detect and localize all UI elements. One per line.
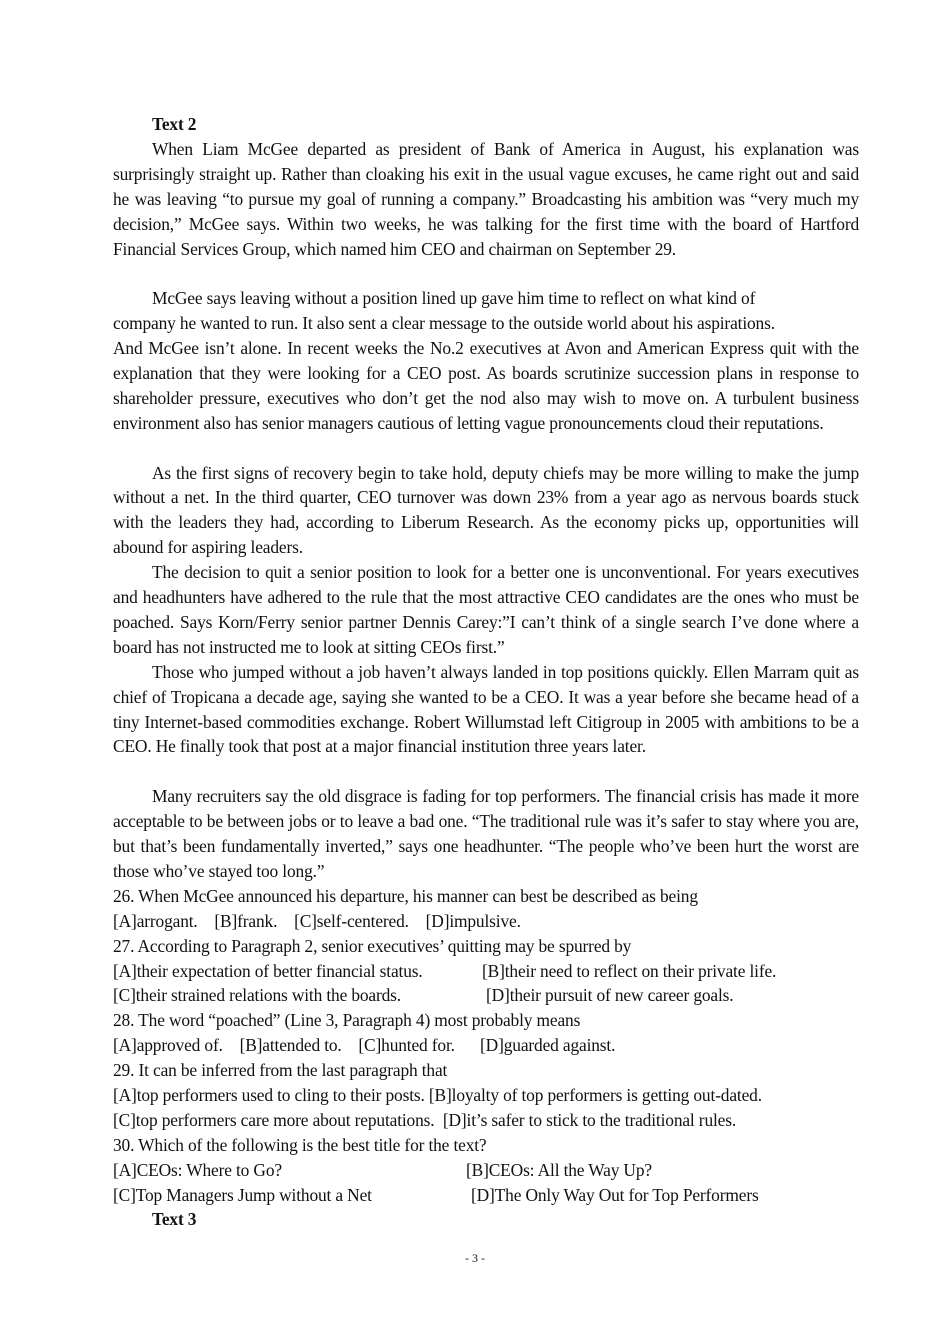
question-27 [113,934,859,1009]
option-b: [B]CEOs: All the Way Up? [466,1159,652,1180]
paragraph-2 [113,286,859,460]
paragraph-2-line-1: McGee says leaving without a position lined up gave him time to reflect on what kind of [152,288,756,309]
page-number: - 3 - [465,1251,485,1265]
next-section-title: Text 3 [152,1209,197,1230]
question-stem: 26. When McGee announced his departure, his manner can best be described as being [113,885,698,906]
option-d: [D]their pursuit of new career goals. [486,985,734,1006]
paragraph-3: As the first signs of recovery begin to take hold, deputy chiefs may be more willing to make the jump without a net. In the third quarter, CEO turnover was down 23% from a year ago as nervous boards stuck with the leaders they had, according to Liberum Research. As the economy picks up, opportunities will abound for aspiring leaders. [113,462,859,558]
question-stem: 28. The word “poached” (Line 3, Paragraph 4) most probably means [113,1010,581,1031]
question-29 [113,1058,859,1133]
option-b: [B]their need to reflect on their private life. [482,960,777,981]
option-d: [D]The Only Way Out for Top Performers [471,1184,759,1205]
question-stem: 29. It can be inferred from the last paragraph that [113,1060,448,1081]
paragraph-1: When Liam McGee departed as president of Bank of America in August, his explanation was surprisingly straight up. Rather than cloaking his exit in the usual vague excuses, he came right out and said he was leaving “to pursue my goal of running a company.” Broadcasting his ambition was “very much my decision,” McGee says. Within two weeks, he was talking for the first time with the board of Hartford Financial Services Group, which named him CEO and chairman on September 29. [113,138,859,259]
paragraph-5: Those who jumped without a job haven’t always landed in top positions quickly. Ellen Marram quit as chief of Tropicana a decade age, saying she wanted to be a CEO. It was a year before she became head of a tiny Internet-based commodities exchange. Robert Willumstad left Citigroup in 2005 with ambitions to be a CEO. He finally took that post at a major financial institution three years later. [113,661,859,757]
paragraph-6: Many recruiters say the old disgrace is fading for top performers. The financial crisis has made it more acceptable to be between jobs or to leave a bad one. “The traditional rule was it’s safer to stay where you are, but that’s been fundamentally inverted,” says one headhunter. “The people who’ve been hurt the worst are those who’ve stayed too long.” [113,786,859,881]
question-options-row [113,983,859,1008]
option-c: [C]their strained relations with the boards. [113,985,401,1006]
question-26 [113,884,859,934]
question-30 [113,1133,859,1208]
paragraph-4: The decision to quit a senior position to look for a better one is unconventional. For years executives and headhunters have adhered to the rule that the most attractive CEO candidates are the ones who must be poached. Says Korn/Ferry senior partner Dennis Carey:”I can’t think of a single search I’ve done where a board has not instructed me to look at sitting CEOs first.” [113,562,859,657]
question-28 [113,1008,859,1058]
question-stem: 27. According to Paragraph 2, senior executives’ quitting may be spurred by [113,935,632,956]
section-title: Text 2 [152,114,197,134]
question-options: [A]arrogant. [B]frank. [C]self-centered. [D]impulsive. [113,910,521,931]
question-options-row [113,959,859,984]
question-options-row [113,1158,859,1183]
question-stem: 30. Which of the following is the best title for the text? [113,1134,487,1155]
question-options: [A]approved of. [B]attended to. [C]hunted for. [D]guarded against. [113,1035,616,1056]
option-a: [A]their expectation of better financial status. [113,960,423,981]
paragraph-2-line-2: company he wanted to run. It also sent a clear message to the outside world about his aspirations. [113,313,775,334]
question-options: [A]top performers used to cling to their posts. [B]loyalty of top performers is getting out-dated. [113,1084,762,1105]
document-page [113,112,859,1232]
option-c: [C]Top Managers Jump without a Net [113,1184,372,1205]
option-a: [A]CEOs: Where to Go? [113,1159,282,1180]
question-options: [C]top performers care more about reputations. [D]it’s safer to stick to the traditional rules. [113,1109,737,1130]
question-options-row [113,1183,859,1208]
paragraph-2-rest: And McGee isn’t alone. In recent weeks the No.2 executives at Avon and American Express quit with the explanation that they were looking for a CEO post. As boards scrutinize succession plans in response to shareholder pressure, executives who don’t get the nod also may wish to move on. A turbulent business environment also has senior managers cautious of letting vague pronouncements cloud their reputations. [113,338,859,433]
